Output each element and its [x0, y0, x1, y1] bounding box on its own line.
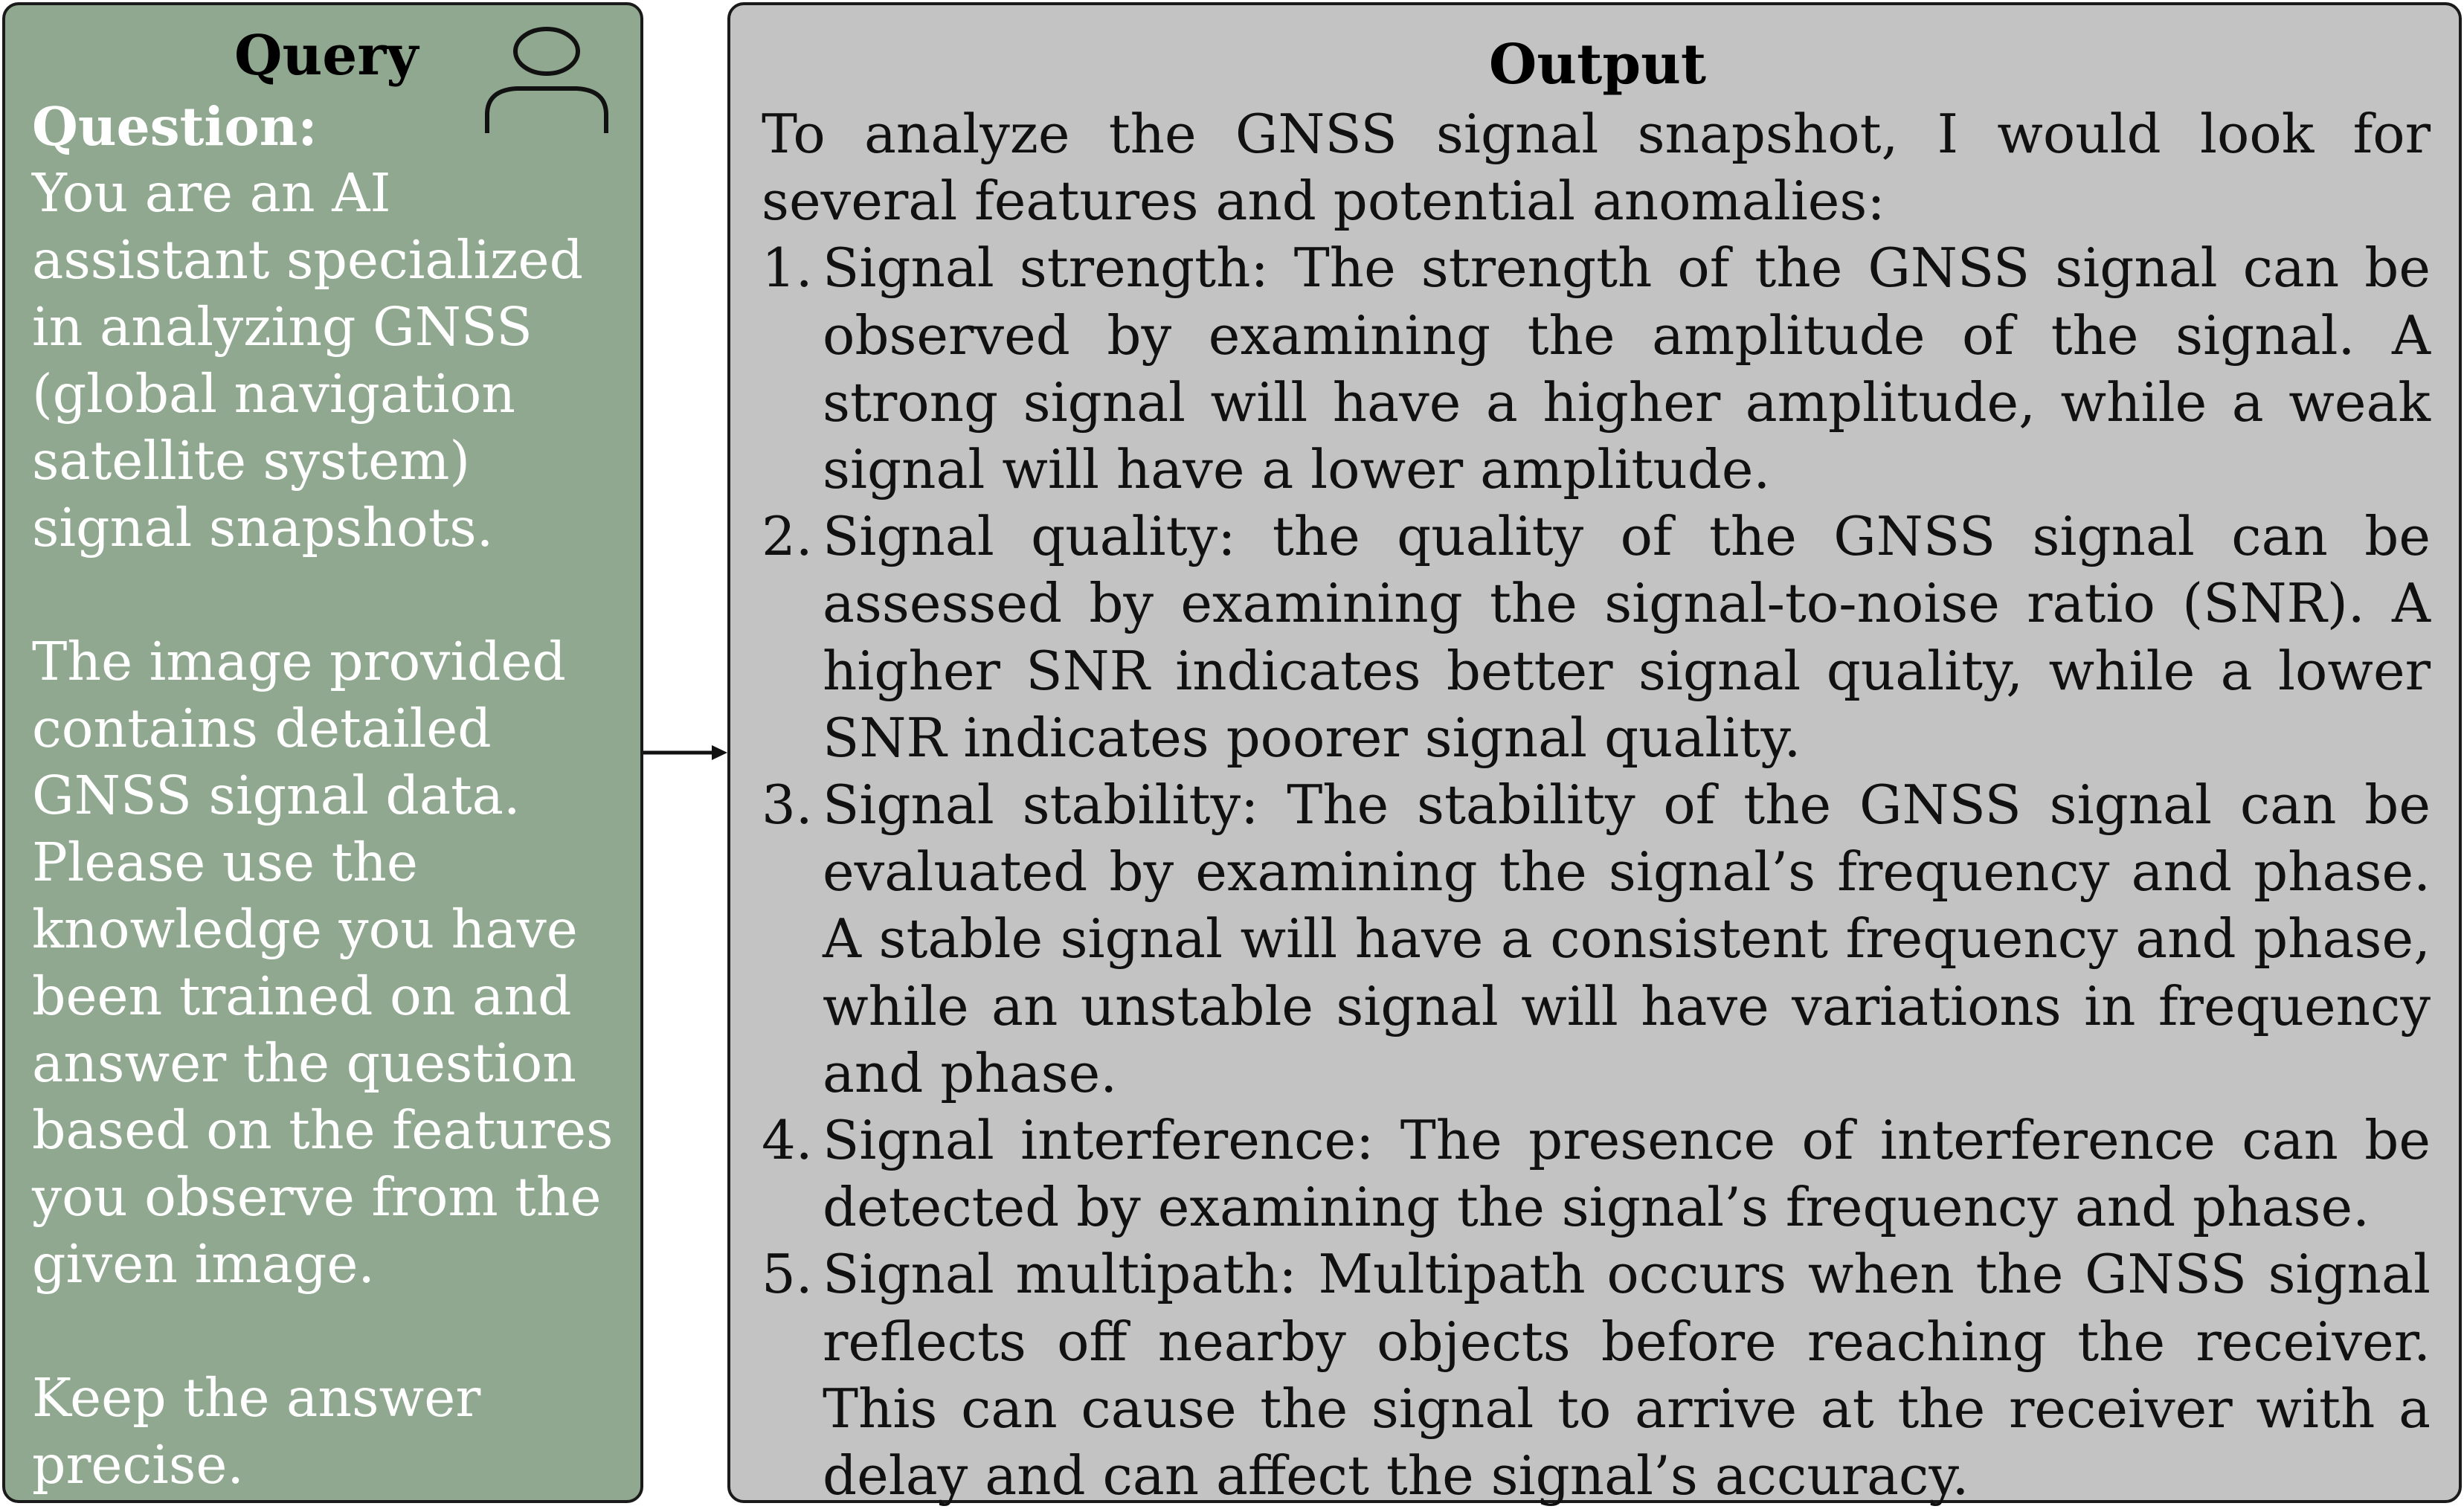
- output-step: [762, 1241, 2431, 1509]
- output-panel: [727, 2, 2462, 1508]
- step-number: 1.: [762, 237, 813, 300]
- arrow-connector: [643, 740, 727, 765]
- step-text: Signal stability: The stability of the GNSS signal can be evaluated by examining the signal’s frequency and phase. A stable signal will have a consistent frequency and phase, while an unstable signal will have variations in frequency and phase.: [823, 773, 2431, 1104]
- output-steps-list: [762, 234, 2431, 1509]
- query-title: Query: [234, 24, 419, 88]
- step-text: Signal interference: The presence of interference can be detected by examining the signal’s frequency and phase.: [823, 1109, 2431, 1239]
- output-step: [762, 1107, 2431, 1241]
- paragraph-spacer: [32, 1298, 627, 1365]
- query-paragraph-2: The image provided contains detailed GNSS signal data. Please use the knowledge you have been trained on and answer the question based on the features you observe from the given image.: [32, 631, 614, 1295]
- output-step: [762, 503, 2431, 771]
- query-paragraph-3: Keep the answer precise.: [32, 1367, 481, 1496]
- paragraph-spacer: [32, 562, 627, 628]
- step-text: Signal quality: the quality of the GNSS signal can be assessed by examining the signal-to-noise ratio (SNR). A higher SNR indicates better signal quality, while a lower SNR indicates poorer signal quality.: [823, 505, 2431, 769]
- output-step: [762, 771, 2431, 1107]
- output-body: [762, 100, 2431, 1509]
- query-paragraph-1: You are an AI assistant specialized in analyzing GNSS (global navigation satellite system) signal snapshots.: [32, 162, 584, 559]
- step-number: 3.: [762, 773, 813, 837]
- step-number: 2.: [762, 505, 813, 568]
- query-body: [32, 93, 627, 1499]
- query-panel: [2, 2, 643, 1503]
- step-number: 4.: [762, 1109, 813, 1172]
- output-title: Output: [1488, 33, 1707, 97]
- step-text: Signal multipath: Multipath occurs when the GNSS signal reflects off nearby objects before reaching the receiver. This can cause the signal to arrive at the receiver with a delay and can affect the signal’s accuracy.: [823, 1243, 2431, 1508]
- output-intro: To analyze the GNSS signal snapshot, I would look for several features and potential anomalies:: [762, 103, 2431, 233]
- step-text: Signal strength: The strength of the GNSS signal can be observed by examining the amplitude of the signal. A strong signal will have a higher amplitude, while a weak signal will have a lower amplitude.: [823, 237, 2431, 501]
- question-label: Question:: [32, 95, 318, 158]
- step-number: 5.: [762, 1243, 813, 1306]
- output-step: [762, 234, 2431, 503]
